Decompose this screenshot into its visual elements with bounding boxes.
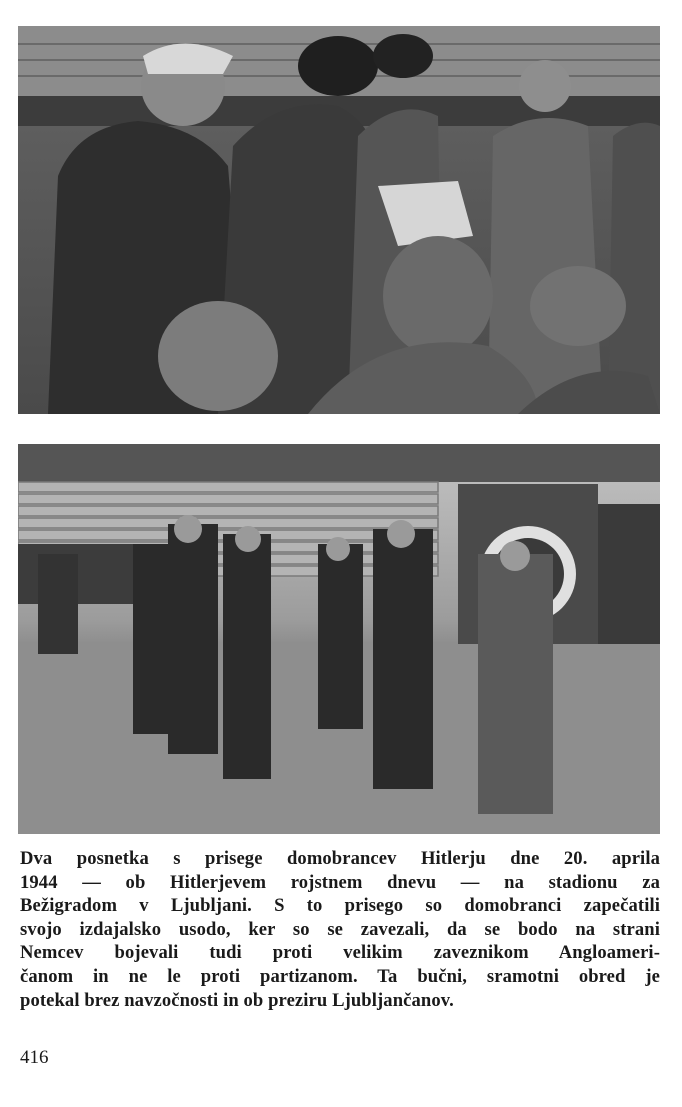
caption-line-2: 1944 — ob Hitlerjevem rojstnem dnevu — na stadionu za — [20, 871, 660, 893]
page-number: 416 — [20, 1047, 49, 1068]
caption-line-1: Dva posnetka s prisege domobrancev Hitlerju dne 20. aprila — [20, 848, 660, 869]
caption-line-4: svojo izdajalsko usodo, ker so se zavezali, da se bodo na strani — [20, 918, 660, 940]
caption-line-7: potekal brez navzočnosti in ob preziru Ljubljančanov. — [20, 989, 454, 1011]
photo-top-graphic — [18, 26, 660, 414]
photo-caption — [20, 847, 660, 1012]
caption-line-5: Nemcev bojevali tudi proti velikim zaveznikom Angloameri- — [20, 942, 660, 964]
photo-bottom-graphic — [18, 444, 660, 834]
photo-oath-ceremony-closeup — [18, 26, 660, 414]
caption-line-3: Bežigradom v Ljubljani. S to prisego so domobranci zapečatili — [20, 895, 660, 917]
caption-line-6: čanom in ne le proti partizanom. Ta bučni, sramotni obred je — [20, 965, 660, 987]
photo-oath-ceremony-stadium — [18, 444, 660, 834]
